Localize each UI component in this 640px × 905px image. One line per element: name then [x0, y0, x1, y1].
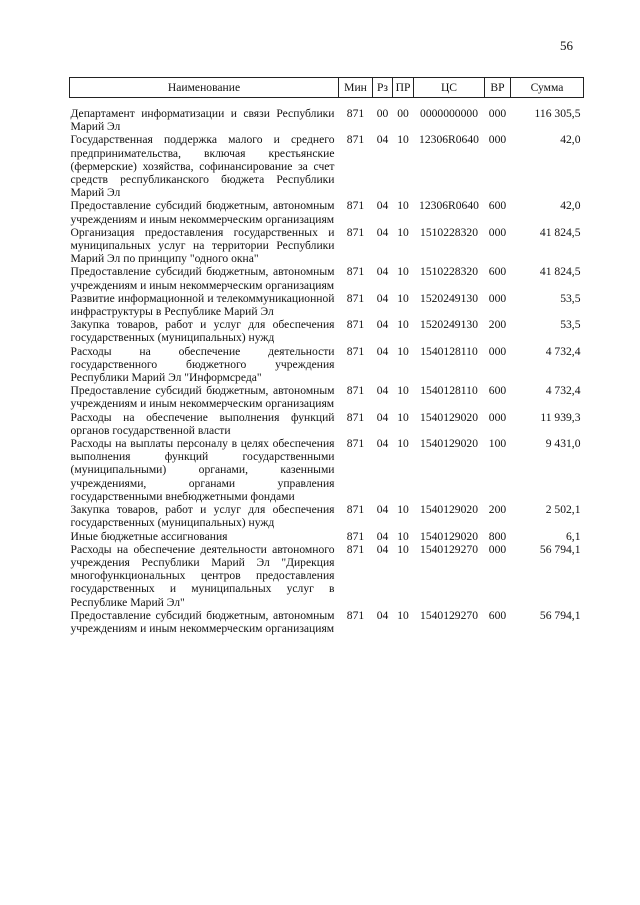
row-sum: 41 824,5: [539, 265, 581, 279]
row-pr: 10: [397, 503, 409, 517]
table-row: [70, 133, 584, 199]
header-cs: ЦС: [414, 78, 485, 98]
row-min: 871: [346, 199, 365, 213]
row-sum: 53,5: [560, 291, 581, 305]
row-vr: 200: [488, 503, 507, 517]
row-rz: 04: [376, 291, 389, 305]
row-vr: 000: [488, 133, 507, 147]
row-pr: 10: [397, 133, 409, 147]
row-vr: 000: [488, 225, 507, 239]
row-cs: 1540129020: [420, 410, 478, 424]
table-row: [70, 345, 584, 385]
row-pr: 10: [397, 199, 409, 213]
row-rz: 04: [376, 133, 389, 147]
row-min: 871: [346, 529, 365, 543]
table-row: [70, 411, 584, 437]
table-body: [70, 98, 584, 636]
row-pr: 10: [397, 542, 409, 556]
table-row: [70, 543, 584, 609]
row-sum: 53,5: [560, 318, 581, 332]
row-name: Развитие информационной и телекоммуникационной инфраструктуры в Республике Марий Эл: [70, 291, 335, 319]
row-rz: 04: [376, 542, 389, 556]
table-row: [70, 292, 584, 318]
row-vr: 600: [488, 608, 507, 622]
row-min: 871: [346, 503, 365, 517]
row-sum: 4 732,4: [545, 384, 581, 398]
row-vr: 000: [488, 410, 507, 424]
row-cs: 1520249130: [420, 318, 478, 332]
row-cs: 1540128110: [420, 384, 478, 398]
table-row: [70, 98, 584, 134]
row-sum: 116 305,5: [534, 107, 581, 120]
row-rz: 00: [376, 107, 389, 120]
row-cs: 1520249130: [420, 291, 478, 305]
row-min: 871: [346, 384, 365, 398]
row-vr: 100: [488, 437, 507, 451]
row-name: Расходы на обеспечение деятельности государственного бюджетного учреждения Республики Марий Эл "Информсреда": [70, 344, 335, 385]
row-vr: 600: [488, 199, 507, 213]
table-header-row: [70, 78, 584, 98]
row-vr: 000: [488, 542, 507, 556]
table-row: [70, 226, 584, 266]
row-name: Предоставление субсидий бюджетным, автономным учреждениям и иным некоммерческим организациям: [70, 384, 335, 411]
header-vr: ВР: [485, 78, 511, 98]
row-name: Расходы на выплаты персоналу в целях обеспечения выполнения функций государственными (муниципальными) органами, казенными учреждениями, органами управления государственными внебюджетными фондами: [70, 437, 335, 503]
row-min: 871: [346, 265, 365, 279]
row-min: 871: [346, 437, 365, 451]
row-min: 871: [346, 608, 365, 622]
table-row: [70, 503, 584, 529]
row-name: Расходы на обеспечение деятельности автономного учреждения Республики Марий Эл "Дирекция многофункциональных центров предоставления государственных и муниципальных услуг в Республике Марий Эл": [70, 542, 335, 609]
header-pr: ПР: [393, 78, 414, 98]
row-pr: 00: [397, 107, 409, 120]
row-pr: 10: [397, 529, 409, 543]
row-cs: 1540128110: [420, 344, 478, 358]
row-rz: 04: [376, 437, 389, 451]
row-cs: 1510228320: [420, 265, 478, 279]
table-row: [70, 199, 584, 225]
row-rz: 04: [376, 344, 389, 358]
row-pr: 10: [397, 384, 409, 398]
row-name: Закупка товаров, работ и услуг для обеспечения государственных (муниципальных) нужд: [70, 318, 335, 345]
header-sum: Сумма: [511, 78, 584, 98]
row-cs: 1540129020: [420, 529, 478, 543]
row-pr: 10: [397, 410, 409, 424]
row-name: Предоставление субсидий бюджетным, автономным учреждениям и иным некоммерческим организациям: [70, 199, 335, 226]
row-vr: 800: [488, 529, 507, 543]
row-sum: 56 794,1: [539, 608, 581, 622]
row-rz: 04: [376, 265, 389, 279]
row-pr: 10: [397, 608, 409, 622]
row-min: 871: [346, 225, 365, 239]
header-rz: Рз: [373, 78, 393, 98]
row-name: Предоставление субсидий бюджетным, автономным учреждениям и иным некоммерческим организациям: [70, 265, 335, 292]
row-vr: 000: [488, 291, 507, 305]
row-vr: 000: [488, 344, 507, 358]
row-min: 871: [346, 133, 365, 147]
row-cs: 12306R0640: [419, 199, 479, 213]
row-cs: 1510228320: [420, 225, 478, 239]
table-row: [70, 437, 584, 503]
row-pr: 10: [397, 344, 409, 358]
row-rz: 04: [376, 503, 389, 517]
row-sum: 2 502,1: [545, 503, 581, 517]
row-vr: 200: [488, 318, 507, 332]
row-cs: 1540129020: [420, 437, 478, 451]
row-sum: 42,0: [560, 133, 581, 147]
row-min: 871: [346, 291, 365, 305]
row-sum: 6,1: [566, 529, 581, 543]
page-number: 56: [560, 38, 573, 53]
row-min: 871: [346, 344, 365, 358]
row-name: Государственная поддержка малого и среднего предпринимательства, включая крестьянские (фермерские) хозяйства, софинансирование за счет средств республиканского бюджета Республики Марий Эл: [70, 133, 335, 200]
table-row: [70, 318, 584, 344]
row-name: Иные бюджетные ассигнования: [70, 529, 228, 543]
row-pr: 10: [397, 318, 409, 332]
row-vr: 000: [488, 107, 507, 120]
row-cs: 12306R0640: [419, 133, 479, 147]
row-pr: 10: [397, 437, 409, 451]
table-row: [70, 384, 584, 410]
header-name: Наименование: [70, 78, 339, 98]
budget-table: [69, 77, 584, 635]
row-sum: 41 824,5: [539, 225, 581, 239]
header-min: Мин: [339, 78, 373, 98]
row-name: Предоставление субсидий бюджетным, автономным учреждениям и иным некоммерческим организациям: [70, 608, 335, 635]
row-rz: 04: [376, 410, 389, 424]
table-row: [70, 530, 584, 543]
row-min: 871: [346, 410, 365, 424]
row-pr: 10: [397, 265, 409, 279]
table-row: [70, 609, 584, 635]
row-rz: 04: [376, 225, 389, 239]
row-cs: 1540129020: [420, 503, 478, 517]
row-min: 871: [346, 107, 365, 120]
row-vr: 600: [488, 265, 507, 279]
row-sum: 56 794,1: [539, 542, 581, 556]
row-rz: 04: [376, 529, 389, 543]
row-sum: 42,0: [560, 199, 581, 213]
row-sum: 9 431,0: [545, 437, 581, 451]
row-vr: 600: [488, 384, 507, 398]
row-sum: 4 732,4: [545, 344, 581, 358]
row-cs: 1540129270: [420, 608, 478, 622]
row-rz: 04: [376, 608, 389, 622]
row-rz: 04: [376, 384, 389, 398]
row-name: Организация предоставления государственных и муниципальных услуг на территории Республики Марий Эл по принципу "одного окна": [70, 225, 335, 266]
row-rz: 04: [376, 199, 389, 213]
row-rz: 04: [376, 318, 389, 332]
table-row: [70, 265, 584, 291]
row-cs: 0000000000: [420, 107, 478, 120]
row-name: Расходы на обеспечение выполнения функций органов государственной власти: [70, 410, 335, 437]
row-pr: 10: [397, 225, 409, 239]
row-min: 871: [346, 542, 365, 556]
row-name: Закупка товаров, работ и услуг для обеспечения государственных (муниципальных) нужд: [70, 503, 335, 530]
row-min: 871: [346, 318, 365, 332]
row-sum: 11 939,3: [540, 410, 581, 424]
row-name: Департамент информатизации и связи Республики Марий Эл: [70, 107, 335, 134]
row-cs: 1540129270: [420, 542, 478, 556]
row-pr: 10: [397, 291, 409, 305]
